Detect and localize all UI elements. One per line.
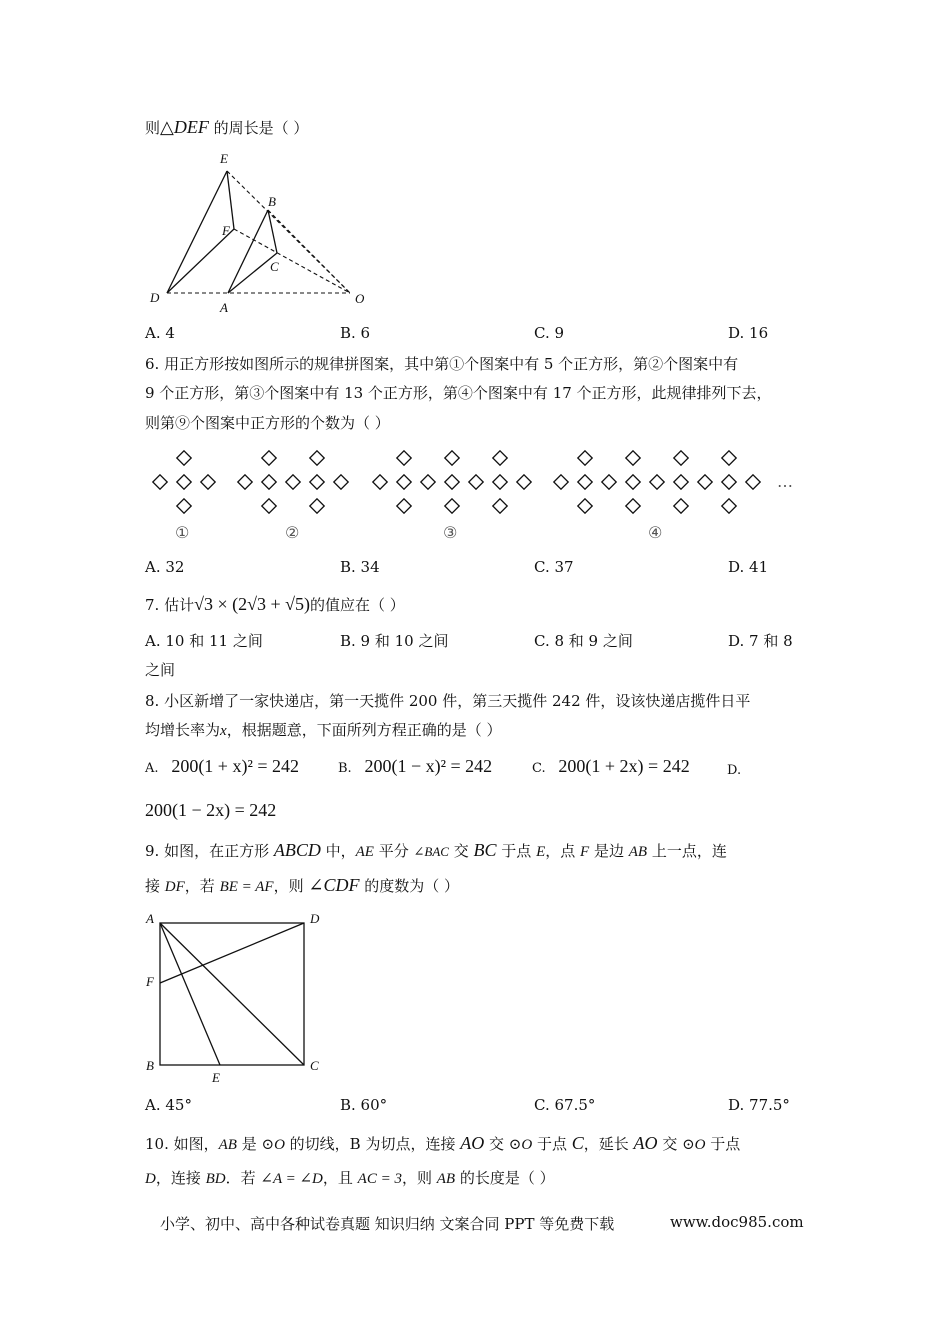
q5-option-a[interactable]: A. 4 xyxy=(145,324,175,342)
q10-text: 于点 xyxy=(705,1135,741,1153)
q6-square xyxy=(674,499,688,513)
q9-line-1 xyxy=(145,840,727,862)
q9-text: 的度数为（ ） xyxy=(359,877,459,895)
q10-text: 交 xyxy=(484,1135,509,1153)
q9-math: ABCD xyxy=(273,840,321,860)
q6-label-3: ③ xyxy=(443,523,458,542)
q6-square xyxy=(626,451,640,465)
q9-text: 交 xyxy=(448,842,474,860)
q6-square xyxy=(698,475,712,489)
q9-math: DF xyxy=(164,879,185,895)
q6-square xyxy=(469,475,483,489)
q9-math: F xyxy=(580,844,590,860)
q6-square xyxy=(445,451,459,465)
q5-label-c: C xyxy=(270,259,279,274)
q5-stem-suffix: 的周长是（ ） xyxy=(208,119,309,137)
footer-text: 小学、初中、高中各种试卷真题 知识归纳 文案合同 PPT 等免费下载 xyxy=(160,1215,615,1233)
q6-square xyxy=(310,451,324,465)
q6-square xyxy=(262,451,276,465)
q8-line-1: 8. 小区新增了一家快递店，第一天揽件 200 件，第三天揽件 242 件，设该快递店揽件日平 xyxy=(145,692,751,710)
q10-math: C xyxy=(571,1133,584,1153)
q9-math: ∠CDF xyxy=(308,875,360,895)
q5-label-b: B xyxy=(268,194,276,209)
q8-option-a-letter: A. xyxy=(145,761,159,776)
q6-square xyxy=(445,499,459,513)
q6-square xyxy=(262,475,276,489)
q9-label-b: B xyxy=(146,1058,154,1073)
q7-option-d-wrap: 之间 xyxy=(145,661,176,679)
q10-math: ⊙O xyxy=(261,1137,285,1153)
q6-square xyxy=(397,451,411,465)
q7-option-c[interactable]: C. 8 和 9 之间 xyxy=(534,632,633,650)
q6-option-d[interactable]: D. 41 xyxy=(728,558,769,576)
q9-label-c: C xyxy=(310,1058,319,1073)
q10-math: ⊙O xyxy=(682,1137,706,1153)
q5-label-f: F xyxy=(222,223,230,238)
q8-line-2 xyxy=(145,720,501,741)
q8-line-2-prefix: 均增长率为 xyxy=(145,721,221,739)
q9-text: 上一点，连 xyxy=(647,842,727,860)
q8-option-b-equation: 200(1 − x)² = 242 xyxy=(364,756,493,776)
q9-option-a[interactable]: A. 45° xyxy=(145,1096,192,1114)
q10-math: AC = 3 xyxy=(357,1171,402,1187)
q9-math: BC xyxy=(473,840,497,860)
q10-text: 交 xyxy=(657,1135,683,1153)
q5-label-e: E xyxy=(220,151,228,166)
q8-option-d-equation: 200(1 − 2x) = 242 xyxy=(145,800,277,820)
q6-option-b[interactable]: B. 34 xyxy=(340,558,380,576)
q10-text: ，延长 xyxy=(583,1135,634,1153)
q6-square xyxy=(334,475,348,489)
q6-square xyxy=(554,475,568,489)
q6-square xyxy=(578,499,592,513)
q10-line-2 xyxy=(145,1168,555,1189)
q6-line-3: 则第⑨个图案中正方形的个数为（ ） xyxy=(145,414,390,432)
q6-square xyxy=(177,475,191,489)
q6-label-1: ① xyxy=(175,523,190,542)
q9-math: AE xyxy=(355,844,374,860)
q10-text: 的切线，B 为切点，连接 xyxy=(284,1135,461,1153)
q10-math: AB xyxy=(436,1171,456,1187)
q6-square xyxy=(262,499,276,513)
q9-label-f: F xyxy=(146,974,154,989)
q6-line-1: 6. 用正方形按如图所示的规律拼图案，其中第①个图案中有 5 个正方形，第②个图案中有 xyxy=(145,355,739,373)
q7-suffix: 的值应在（ ） xyxy=(310,596,405,614)
q9-option-d[interactable]: D. 77.5° xyxy=(728,1096,790,1114)
q9-label-e: E xyxy=(212,1070,220,1085)
q6-square xyxy=(517,475,531,489)
q5-option-c[interactable]: C. 9 xyxy=(534,324,565,342)
q9-text: ，则 xyxy=(273,877,309,895)
q6-label-4: ④ xyxy=(648,523,663,542)
q6-square xyxy=(201,475,215,489)
q6-square xyxy=(310,475,324,489)
q7-expression: √3 × (2√3 + √5) xyxy=(194,594,311,614)
q6-square xyxy=(310,499,324,513)
q9-math: ∠BAC xyxy=(413,844,449,859)
q8-option-c-equation: 200(1 + 2x) = 242 xyxy=(558,756,690,776)
q10-math: AB xyxy=(218,1137,237,1153)
q10-text: ．若 xyxy=(225,1169,261,1187)
q10-math: ∠A = ∠D xyxy=(260,1171,323,1187)
q6-square xyxy=(397,475,411,489)
q10-text: 10. 如图， xyxy=(145,1135,219,1153)
q8-option-c[interactable] xyxy=(532,756,690,779)
q6-square xyxy=(373,475,387,489)
q7-option-a[interactable]: A. 10 和 11 之间 xyxy=(145,632,263,650)
q6-square xyxy=(153,475,167,489)
q7-option-b[interactable]: B. 9 和 10 之间 xyxy=(340,632,449,650)
q5-figure xyxy=(140,145,380,315)
q9-math: BE = AF xyxy=(219,879,274,895)
q9-text: ，若 xyxy=(184,877,220,895)
q6-square xyxy=(397,499,411,513)
q10-text: 是 xyxy=(236,1135,262,1153)
q6-line-2: 9 个正方形，第③个图案中有 13 个正方形，第④个图案中有 17 个正方形，此规律排列下去， xyxy=(145,384,772,402)
q9-text: 接 xyxy=(145,877,165,895)
q10-line-1 xyxy=(145,1133,740,1155)
q8-option-d[interactable] xyxy=(727,759,741,781)
q9-square-figure xyxy=(140,905,340,1085)
q9-option-c[interactable]: C. 67.5° xyxy=(534,1096,596,1114)
q6-ellipsis: … xyxy=(777,472,793,491)
q8-option-c-letter: C. xyxy=(532,761,546,776)
q5-label-a: A xyxy=(220,300,228,315)
q5-stem-prefix: 则 xyxy=(145,119,161,137)
footer-url[interactable]: www.doc985.com xyxy=(670,1213,804,1231)
q10-math: ⊙O xyxy=(508,1137,533,1153)
q8-option-d-letter: D. xyxy=(727,763,742,778)
q6-square xyxy=(421,475,435,489)
q6-square xyxy=(445,475,459,489)
q5-stem xyxy=(145,117,308,138)
q9-line-2 xyxy=(145,875,459,897)
q5-label-o: O xyxy=(355,291,365,306)
q9-text: 于点 xyxy=(496,842,537,860)
q5-label-d: D xyxy=(150,290,160,305)
q5-stem-math: △DEF xyxy=(160,117,209,137)
q6-square xyxy=(286,475,300,489)
q6-square xyxy=(746,475,760,489)
q7-option-d[interactable]: D. 7 和 8 xyxy=(728,632,793,650)
q9-math: AB xyxy=(628,844,648,860)
q10-text: 于点 xyxy=(532,1135,572,1153)
q6-option-a[interactable]: A. 32 xyxy=(145,558,185,576)
q9-text: 是边 xyxy=(589,842,629,860)
q5-option-b[interactable]: B. 6 xyxy=(340,324,371,342)
q6-square xyxy=(674,475,688,489)
q6-square xyxy=(493,499,507,513)
q10-math: AO xyxy=(633,1133,658,1153)
q9-label-d: D xyxy=(310,911,320,926)
q6-square xyxy=(578,451,592,465)
q10-math: D xyxy=(145,1171,156,1187)
q8-variable-x: x xyxy=(220,723,227,739)
q6-square xyxy=(722,451,736,465)
q7-prefix: 7. 估计 xyxy=(145,596,195,614)
q9-label-a: A xyxy=(146,911,154,926)
q10-text: 的长度是（ ） xyxy=(455,1169,555,1187)
q6-square xyxy=(493,475,507,489)
q6-square xyxy=(674,451,688,465)
q8-option-b[interactable] xyxy=(338,756,492,779)
q10-text: ，则 xyxy=(401,1169,437,1187)
q6-label-2: ② xyxy=(285,523,300,542)
q8-line-2-suffix: ，根据题意，下面所列方程正确的是（ ） xyxy=(226,721,502,739)
q9-text: 9. 如图，在正方形 xyxy=(145,842,274,860)
q9-text: 平分 xyxy=(373,842,414,860)
q6-square xyxy=(177,499,191,513)
q6-square xyxy=(650,475,664,489)
q6-square xyxy=(722,499,736,513)
q10-math: BD xyxy=(205,1171,226,1187)
q5-option-d[interactable]: D. 16 xyxy=(728,324,769,342)
q9-math: E xyxy=(536,844,546,860)
q9-text: 中， xyxy=(320,842,356,860)
q10-text: ，连接 xyxy=(155,1169,206,1187)
q6-square xyxy=(493,451,507,465)
q6-square xyxy=(722,475,736,489)
q7-stem xyxy=(145,594,405,615)
q8-option-a-equation: 200(1 + x)² = 242 xyxy=(171,756,299,776)
q6-pattern-figure xyxy=(140,445,820,545)
q6-square xyxy=(626,499,640,513)
q10-math: AO xyxy=(460,1133,485,1153)
q8-option-a[interactable] xyxy=(145,756,299,779)
q8-option-b-letter: B. xyxy=(338,761,352,776)
q6-square xyxy=(238,475,252,489)
q10-text: ，且 xyxy=(322,1169,358,1187)
q6-square xyxy=(177,451,191,465)
q6-square xyxy=(578,475,592,489)
q6-square xyxy=(626,475,640,489)
q6-option-c[interactable]: C. 37 xyxy=(534,558,574,576)
q6-square xyxy=(602,475,616,489)
q9-text: ，点 xyxy=(545,842,581,860)
q9-option-b[interactable]: B. 60° xyxy=(340,1096,388,1114)
